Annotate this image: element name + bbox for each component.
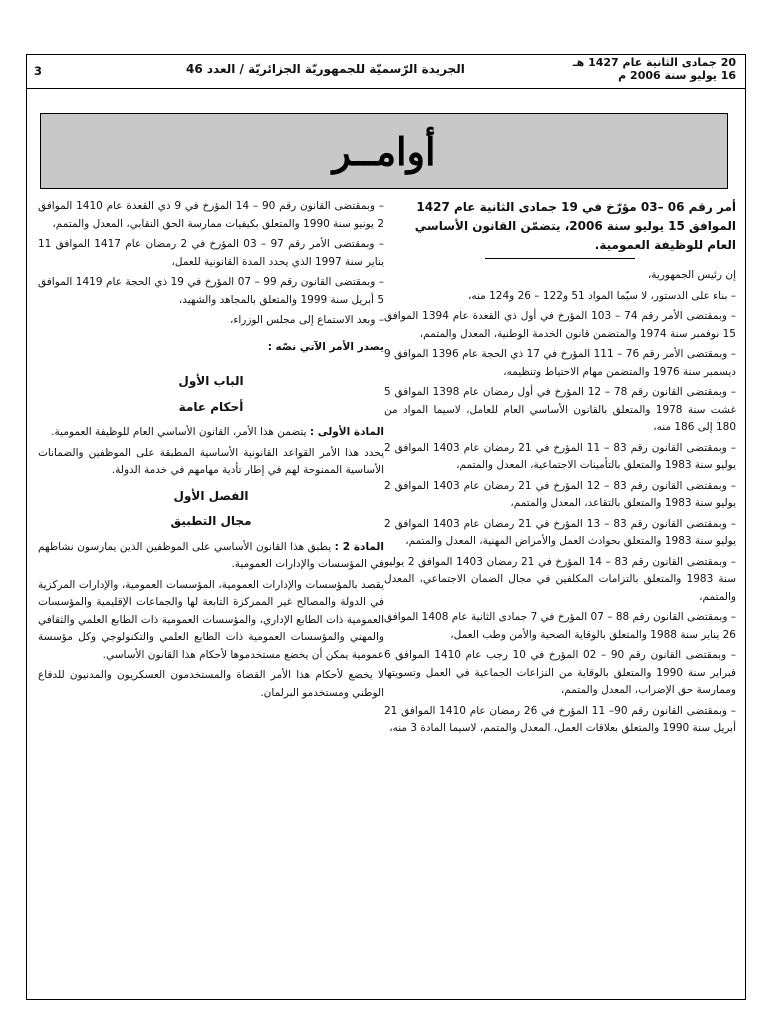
chapter-subtitle: مجال التطبيق <box>170 514 252 528</box>
order-title: أمر رقم 06 –03 مؤرّخ في 19 جمادى الثانية عام 1427 الموافق 15 يوليو سنة 2006، يتضمّن القانون الأساسي العام للوظيفة العمومية. <box>414 200 736 252</box>
recital: – وبمقتضى القانون رقم 90 – 14 المؤرخ في 9 ذي القعدة عام 1410 الموافق 2 يونيو سنة 1990 والمتعلق بكيفيات ممارسة الحق النقابي، المعدل والمتمم، <box>38 200 384 230</box>
recital: – وبمقتضى الأمر رقم 76 – 111 المؤرخ في 17 ذي الحجة عام 1396 الموافق 9 ديسمبر سنة 1976 والمتضمن مهام الاحتياط وتنظيمه، <box>384 348 737 378</box>
chapter-title: الفصل الأول <box>173 488 249 503</box>
recital: – وبمقتضى القانون رقم 83 – 14 المؤرخ في 21 رمضان 1403 الموافق 2 يوليو سنة 1983 والمتعلق بالتزامات المكلفين في مجال الضمان الاجتماعي، المعدل والمتمم، <box>384 555 737 603</box>
article-2-text: يطبق هذا القانون الأساسي على الموظفين الذين يمارسون نشاطهم في المؤسسات والإدارات العمومية. <box>38 540 384 570</box>
recital: – وبمقتضى القانون رقم 88 – 07 المؤرخ في 7 جمادى الثانية عام 1408 الموافق 26 يناير سنة 1988 والمتعلق بالوقاية الصحية والأمن وطب العمل، <box>384 611 736 641</box>
article-2-paragraph: يقصد بالمؤسسات والإدارات العمومية، المؤسسات العمومية، والإدارات المركزية في الدولة والمصالح غير الممركزة التابعة لها والجماعات الإقليمية والمؤسسات العمومية ذات الطابع الإداري، والمؤسسات العمومية ذات الطابع العلمي والثقافي والمهني والمؤسسات العمومية ذات الطابع العلمي والتكنولوجي وكل مؤسسة عمومية يمكن أن يخضع مستخدموها لأحكام هذا القانون الأساسي. <box>38 578 384 661</box>
recital: – بناء على الدستور، لا سيّما المواد 51 و122 – 26 و124 منه، <box>467 289 736 302</box>
date-gregorian: 16 يوليو سنة 2006 م <box>618 69 736 82</box>
article-2 <box>38 539 384 574</box>
title-underline <box>485 258 635 259</box>
date-hijri: 20 جمادى الثانية عام 1427 هـ <box>572 56 736 69</box>
page-number: 3 <box>34 64 43 78</box>
recital: – وبمقتضى القانون رقم 83 – 13 المؤرخ في 21 رمضان عام 1403 الموافق 2 يوليو سنة 1983 والمتعلق بحوادث العمل والأمراض المهنية، المعدل والمتمم، <box>384 517 736 547</box>
journal-title: الجريدة الرّسميّة للجمهوريّة الجزائريّة / العدد 46 <box>186 62 465 76</box>
article-1 <box>38 424 384 442</box>
recital: – وبمقتضى الأمر رقم 74 – 103 المؤرخ في أول ذي القعدة عام 1394 الموافق 15 نوفمبر سنة 1974 والمتضمن قانون الخدمة الوطنية، المعدل والمتمم، <box>384 310 736 340</box>
article-1-paragraph: يحدد هذا الأمر القواعد القانونية الأساسية المطبقة على الموظفين والضمانات الأساسية الممنوحة لهم في إطار تأدية مهامهم في خدمة الدولة. <box>38 446 384 476</box>
book-title: الباب الأول <box>178 374 244 388</box>
article-2-label: المادة 2 : <box>334 540 384 553</box>
article-1-text: يتضمن هذا الأمر، القانون الأساسي العام للوظيفة العمومية. <box>51 426 307 438</box>
section-banner <box>40 113 728 189</box>
article-1-label: المادة الأولى : <box>309 426 384 438</box>
section-title: أوامــر <box>332 128 436 174</box>
book-subtitle: أحكام عامة <box>178 399 244 414</box>
recital: – وبمقتضى القانون رقم 90 – 02 المؤرخ في 10 رجب عام 1410 الموافق 6 فبراير سنة 1990 والمتعلق بالوقاية من النزاعات الجماعية في العمل وتسويتها وممارسة حق الإضراب، المعدل والمتمم، <box>384 649 736 696</box>
president-line: إن رئيس الجمهورية، <box>647 269 736 281</box>
right-column <box>384 198 736 741</box>
recital: – وبمقتضى القانون رقم 78 – 12 المؤرخ في أول رمضان عام 1398 الموافق 5 غشت سنة 1978 والمتعلق بالقانون الأساسي العام للعامل، لاسيما المواد من 180 إلى 186 منه، <box>384 386 736 433</box>
recital: – وبمقتضى القانون رقم 99 – 07 المؤرخ في 19 ذي الحجة عام 1419 الموافق 5 أبريل سنة 1999 والمتعلق بالمجاهد والشهيد، <box>38 276 384 306</box>
recital: – وبمقتضى القانون رقم 90– 11 المؤرخ في 26 رمضان عام 1410 الموافق 21 أبريل سنة 1990 والمتعلق بعلاقات العمل، المعدل والمتمم، لاسيما المادة 3 منه، <box>384 704 736 734</box>
recital: – وبمقتضى الأمر رقم 97 – 03 المؤرخ في 2 رمضان عام 1417 الموافق 11 يناير سنة 1997 الذي يحدد المدة القانونية للعمل، <box>38 238 384 268</box>
recital: – وبمقتضى القانون رقم 83 – 12 المؤرخ في 21 رمضان عام 1403 الموافق 2 يوليو سنة 1983 والمتعلق بالتقاعد، المعدل والمتمم، <box>384 479 736 509</box>
header-divider <box>26 88 746 89</box>
recital: – وبمقتضى القانون رقم 83 – 11 المؤرخ في 21 رمضان عام 1403 الموافق 2 يوليو سنة 1983 والمتعلق بالتأمينات الاجتماعية، المعدل والمتمم، <box>384 441 736 471</box>
promulgation-line: يصدر الأمر الآتي نصّه : <box>267 340 384 353</box>
left-column <box>38 198 384 705</box>
header-date <box>573 56 736 82</box>
page-header <box>26 56 746 86</box>
article-2-paragraph: لا يخضع لأحكام هذا الأمر القضاة والمستخدمون العسكريون والمدنيون للدفاع الوطني ومستخدمو البرلمان. <box>38 669 384 699</box>
recital: – وبعد الاستماع إلى مجلس الوزراء، <box>230 314 384 326</box>
